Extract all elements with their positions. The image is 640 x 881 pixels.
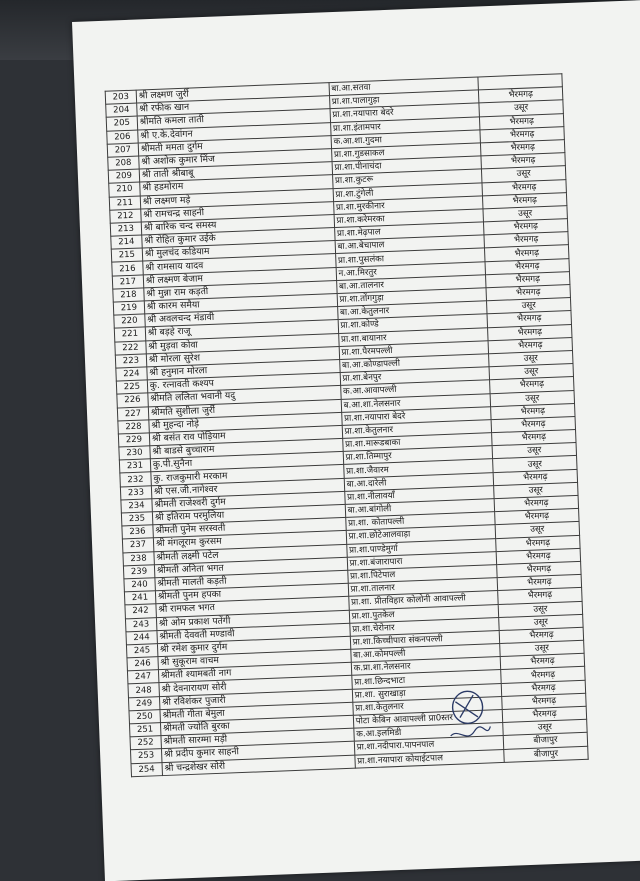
school-cell: प्रा.शा.बेनपुर (340, 367, 490, 386)
block-cell: भैरमगढ़ (502, 693, 586, 709)
serial-number-cell: 252 (130, 736, 161, 750)
school-cell: प्रा.शा.छिन्दभाटा (352, 670, 502, 689)
school-cell: प्रा.शा.नयापारा बेदरे (330, 103, 480, 122)
school-cell: क.आ.शा.गुदमा (331, 130, 481, 149)
serial-number-cell: 223 (115, 354, 146, 368)
name-cell: कु. राजकुमारी मरकाम (151, 465, 344, 486)
name-cell: श्री देवनारायण सोरी (159, 676, 352, 697)
serial-number-cell: 240 (124, 578, 155, 592)
name-cell: श्री मुहन्दा नोड़े (149, 412, 342, 433)
name-cell: श्री हडमोराम (140, 175, 333, 196)
school-cell: प्रा.शा.नीलावयाँ (344, 485, 494, 504)
serial-number-cell: 220 (114, 314, 145, 328)
block-cell: उसूर (498, 601, 582, 617)
school-cell: प्रा.शा.नदीपारा.पापनपाल (354, 736, 504, 755)
school-cell: प्रा.शा.तिम्मापुर (343, 446, 493, 465)
school-cell: प्रा.शा.टुंगेली (333, 182, 483, 201)
serial-number-cell: 224 (116, 367, 147, 381)
school-cell: ब.आ.शा.नेलसनार (341, 393, 491, 412)
serial-number-cell: 221 (114, 327, 145, 341)
block-cell: भैरमगढ़ (498, 588, 582, 604)
serial-number-cell: 244 (126, 630, 157, 644)
name-cell: श्री ताती श्रीबाबू (139, 162, 332, 183)
block-cell: भैरमगढ़ (484, 232, 568, 248)
table-body (105, 74, 588, 777)
block-cell: भैरमगढ़ (491, 403, 575, 419)
serial-number-cell: 229 (118, 433, 149, 447)
block-cell: भैरमगढ़ (488, 324, 572, 340)
block-cell: भैरमगढ़ (493, 469, 577, 485)
school-cell: बा.आ.बेचापाल (335, 235, 485, 254)
serial-number-cell: 219 (113, 301, 144, 315)
name-cell: श्री हनुमान मोरला (147, 359, 340, 380)
school-cell: बा.आ.बांगोली (345, 499, 495, 518)
block-cell: भैरमगढ़ (480, 113, 564, 129)
school-cell: प्रा.शा.केतुलनार (342, 420, 492, 439)
block-cell: भैरमगढ़ (501, 667, 585, 683)
school-cell: प्रा.शा.गुडसाकल (331, 143, 481, 162)
serial-number-cell: 207 (107, 143, 138, 157)
name-cell: श्री बारिक चन्द समस्य (141, 214, 334, 235)
block-cell: भैरमगढ़ (491, 416, 575, 432)
name-cell: श्री अवलचन्द मंडावी (145, 307, 338, 328)
block-cell: उसूर (503, 719, 587, 735)
school-cell: बा.आ.केतुलनार (337, 301, 487, 320)
block-cell: भैरमगढ़ (497, 561, 581, 577)
block-cell: उसूर (490, 390, 574, 406)
block-cell: भैरमगढ़ (485, 245, 569, 261)
school-cell: प्रा.शा.कुटरू (332, 169, 482, 188)
serial-number-cell: 208 (108, 156, 139, 170)
block-cell: बीजापुर (503, 733, 587, 749)
serial-number-cell: 247 (127, 670, 158, 684)
serial-number-cell: 216 (112, 261, 143, 275)
name-cell: श्री इतिराम परमुलिया (152, 504, 345, 525)
name-cell: श्रीमती गीता बेमुला (160, 702, 353, 723)
name-cell: श्रीमति कमला ताती (137, 109, 330, 130)
school-cell: प्रा.शा. कोतापल्ली (345, 512, 495, 531)
name-cell: श्रीमती लक्ष्मी पटेल (154, 544, 347, 565)
name-cell: श्रीमती पुनम हपका (155, 583, 348, 604)
name-cell: श्रीमती अनिता भगत (154, 557, 347, 578)
name-cell: श्री लक्ष्मण मड़े (140, 188, 333, 209)
school-cell: प्रा.शा.पाण्डेमुर्गा (346, 538, 496, 557)
serial-number-cell: 233 (120, 485, 151, 499)
serial-number-cell: 249 (128, 696, 159, 710)
block-cell: भैरमगढ़ (486, 285, 570, 301)
block-cell: भैरमगढ़ (496, 548, 580, 564)
name-cell: श्री रविशंकर पुजारी (159, 689, 352, 710)
name-cell: श्रीमती ममता दुर्गम (138, 135, 331, 156)
block-cell: उसूर (482, 166, 566, 182)
block-cell: भैरमगढ़ (494, 495, 578, 511)
block-cell: भैरमगढ़ (502, 706, 586, 722)
serial-number-cell: 254 (131, 762, 162, 776)
serial-number-cell: 245 (126, 644, 157, 658)
block-cell: उसूर (492, 443, 576, 459)
name-cell: श्री लक्ष्मण बेजाम (143, 267, 336, 288)
block-cell: उसूर (489, 364, 573, 380)
school-cell: न.आ.मिरतुर (336, 261, 486, 280)
block-cell: भैरमगढ़ (496, 535, 580, 551)
name-cell: श्री सुकूराम वाचम (158, 649, 351, 670)
name-cell: श्री लक्ष्मण जुर्री (136, 83, 329, 104)
block-cell: भैरमगढ़ (480, 126, 564, 142)
name-cell: श्री रामचन्द्र साहनी (141, 201, 334, 222)
name-cell: श्री एस.जी.नागेश्वर (151, 478, 344, 499)
name-cell: श्री रामफल भगत (156, 597, 349, 618)
school-cell: प्रा.शा.मुरकीनार (333, 196, 483, 215)
serial-number-cell: 251 (129, 723, 160, 737)
block-cell: भैरमगढ़ (482, 179, 566, 195)
block-cell: भैरमगढ़ (501, 680, 585, 696)
serial-number-cell: 239 (123, 564, 154, 578)
serial-number-cell: 205 (106, 116, 137, 130)
school-cell: प्रा.शा.तालनार (348, 578, 498, 597)
name-cell: श्री अशोक कुमार मिंज (138, 149, 331, 170)
block-cell: भैरमगढ़ (492, 430, 576, 446)
serial-number-cell: 236 (122, 525, 153, 539)
school-cell: प्रा.शा.जैवारम (343, 459, 493, 478)
school-cell: प्रा.शा.मारूडबाका (342, 433, 492, 452)
signature-stamp (443, 686, 495, 748)
block-cell: भैरमगढ़ (481, 140, 565, 156)
school-cell: प्रा.शा.नयापारा बेदरे (341, 406, 491, 425)
name-cell: श्री रमेश कुमार दुर्गम (157, 636, 350, 657)
block-cell: उसूर (483, 206, 567, 222)
block-cell: बीजापुर (504, 746, 588, 762)
name-cell: श्री बसंत राव पोड़ियाम (149, 425, 342, 446)
school-cell: प्रा.शा.बायानार (338, 327, 488, 346)
serial-number-cell: 231 (119, 459, 150, 473)
school-cell: क.आ.इलमिडी (354, 723, 504, 742)
staff-table (105, 73, 589, 777)
name-cell: कु. रत्नावती कश्यप (147, 373, 340, 394)
school-cell: प्रा.शा.पीनाचंदा (332, 156, 482, 175)
name-cell: श्री ओम प्रकाश पतेंगी (156, 610, 349, 631)
block-cell: भैरमगढ़ (485, 258, 569, 274)
block-cell: भैरमगढ़ (490, 377, 574, 393)
serial-number-cell: 228 (118, 420, 149, 434)
document-sheet (72, 0, 640, 881)
block-cell: भैरमगढ़ (483, 192, 567, 208)
name-cell: श्रीमति सुशीला जुर्री (148, 399, 341, 420)
block-cell: उसूर (487, 298, 571, 314)
serial-number-cell: 222 (115, 340, 146, 354)
block-cell: भैरमगढ़ (499, 627, 583, 643)
serial-number-cell: 212 (110, 209, 141, 223)
block-cell: उसूर (493, 456, 577, 472)
block-cell: उसूर (499, 614, 583, 630)
school-cell: बा.आ.कोमपल्ली (350, 644, 500, 663)
name-cell: श्री चन्द्रशेखर सोरी (162, 755, 355, 776)
serial-number-cell: 203 (105, 90, 136, 104)
name-cell: श्री कारम समैया (144, 294, 337, 315)
block-cell: उसूर (500, 640, 584, 656)
name-cell: श्री बड़हे राजू (145, 320, 338, 341)
serial-number-cell: 242 (125, 604, 156, 618)
serial-number-cell: 238 (123, 551, 154, 565)
serial-number-cell: 243 (125, 617, 156, 631)
school-cell: प्रा.शा.तोंगगुड़ा (337, 288, 487, 307)
block-cell: उसूर (479, 100, 563, 116)
serial-number-cell: 213 (110, 222, 141, 236)
block-cell: भैरमगढ़ (484, 219, 568, 235)
school-cell: प्रा.शा. प्रीतविहार कोलोनी आवापल्ली (348, 591, 498, 610)
school-cell: क.आ.आवापल्ली (340, 380, 490, 399)
name-cell: श्रीमति ललिता भवानी यदु (148, 386, 341, 407)
school-cell: प्रा.शा.पिटेपाल (347, 565, 497, 584)
school-cell: पोटा केबिन आवापल्ली प्रा0स्तर (353, 709, 503, 728)
serial-number-cell: 232 (120, 472, 151, 486)
school-cell: प्रा.शा.पुतकेल (349, 604, 499, 623)
name-cell: श्री मुड़वा कोवा (146, 333, 339, 354)
school-cell: प्रा.शा.इंतामपार (330, 116, 480, 135)
school-cell: प्रा.शा.नयापारा कोयाईटपाल (355, 749, 505, 768)
staff-list (105, 71, 640, 777)
serial-number-cell: 253 (130, 749, 161, 763)
school-cell: प्रा.शा.बंजारापारा (347, 551, 497, 570)
serial-number-cell: 248 (128, 683, 159, 697)
serial-number-cell: 230 (119, 446, 150, 460)
name-cell: श्रीमती मालती कड़ती (155, 570, 348, 591)
serial-number-cell: 218 (113, 288, 144, 302)
name-cell: श्री रफीक खान (136, 96, 329, 117)
school-cell: प्रा.शा.करेमरका (334, 209, 484, 228)
name-cell: श्रीमती ज्योति बुरका (160, 715, 353, 736)
serial-number-cell: 227 (117, 406, 148, 420)
school-cell: प्रा.शा.चेरोनार (349, 617, 499, 636)
school-cell: बा.आ.दारेली (344, 472, 494, 491)
name-cell: श्रीमती श्यामबती नाग (158, 663, 351, 684)
school-cell: बा.आ.तालनार (336, 275, 486, 294)
name-cell: कु.पी.सुनैना (150, 452, 343, 473)
serial-number-cell: 214 (111, 235, 142, 249)
block-cell: उसूर (494, 482, 578, 498)
serial-number-cell: 211 (109, 196, 140, 210)
name-cell: श्रीमती पुनेम सरस्वती (153, 518, 346, 539)
block-cell: उसूर (495, 522, 579, 538)
name-cell: श्रीमती सारम्मा मड़ी (161, 728, 354, 749)
school-cell: बा.आ.कोण्डापल्ली (339, 354, 489, 373)
serial-number-cell: 250 (129, 709, 160, 723)
serial-number-cell: 246 (127, 657, 158, 671)
school-cell: प्रा.शा.पैरमपल्ली (339, 341, 489, 360)
serial-number-cell: 234 (121, 499, 152, 513)
block-cell: भैरमगढ़ (495, 509, 579, 525)
name-cell: श्री मुन्ना राम कड़ती (144, 280, 337, 301)
serial-number-cell: 204 (106, 103, 137, 117)
serial-number-cell: 241 (124, 591, 155, 605)
serial-number-cell: 225 (116, 380, 147, 394)
serial-number-cell: 209 (108, 169, 139, 183)
school-cell: बा.आ.सतवा (329, 77, 479, 96)
block-cell: भैरमगढ़ (497, 574, 581, 590)
school-cell: क.प्रा.शा.नेलसनार (351, 657, 501, 676)
name-cell: श्री बाडसे बुच्चाराम (150, 438, 343, 459)
block-cell: भैरमगढ़ (500, 654, 584, 670)
school-cell: प्रा.शा.छोटेआलवाड़ा (346, 525, 496, 544)
serial-number-cell: 226 (117, 393, 148, 407)
serial-number-cell: 215 (111, 248, 142, 262)
serial-number-cell: 237 (122, 538, 153, 552)
name-cell: श्री ए.के.देवांगन (137, 122, 330, 143)
serial-number-cell: 210 (109, 182, 140, 196)
school-cell: प्रा.शा.केतुलनार (353, 696, 503, 715)
block-cell: भैरमगढ़ (479, 87, 563, 103)
block-cell: उसूर (489, 350, 573, 366)
block-cell: भैरमगढ़ (488, 337, 572, 353)
serial-number-cell: 206 (107, 130, 138, 144)
school-cell: प्रा.शा.पुसलंका (335, 248, 485, 267)
name-cell: श्री मंगलूराम कुरसम (153, 531, 346, 552)
block-cell: भैरमगढ़ (481, 153, 565, 169)
school-cell: प्रा.शा.कोण्डे (338, 314, 488, 333)
name-cell: श्री मुलचंद कडियाम (142, 241, 335, 262)
serial-number-cell: 235 (121, 512, 152, 526)
school-cell: प्रा.शा. सुराखाड़ा (352, 683, 502, 702)
name-cell: श्री प्रदीप कुमार साहनी (161, 742, 354, 763)
name-cell: श्री मोरला सुरेश (146, 346, 339, 367)
name-cell: श्री रोहित कुमार उईके (142, 228, 335, 249)
name-cell: श्री रामसाय यादव (143, 254, 336, 275)
name-cell: श्रीमती राजेश्वरी दुर्गम (152, 491, 345, 512)
serial-number-cell: 217 (112, 275, 143, 289)
name-cell: श्रीमती देववती मण्डावी (157, 623, 350, 644)
school-cell: प्रा.शा.मेढ़पाल (334, 222, 484, 241)
school-cell: प्रा.शा.पालागुड़ा (329, 90, 479, 109)
block-cell: भैरमगढ़ (487, 311, 571, 327)
block-cell: भैरमगढ़ (486, 271, 570, 287)
school-cell: प्रा.शा.किच्चीपारा संकनपल्ली (350, 630, 500, 649)
